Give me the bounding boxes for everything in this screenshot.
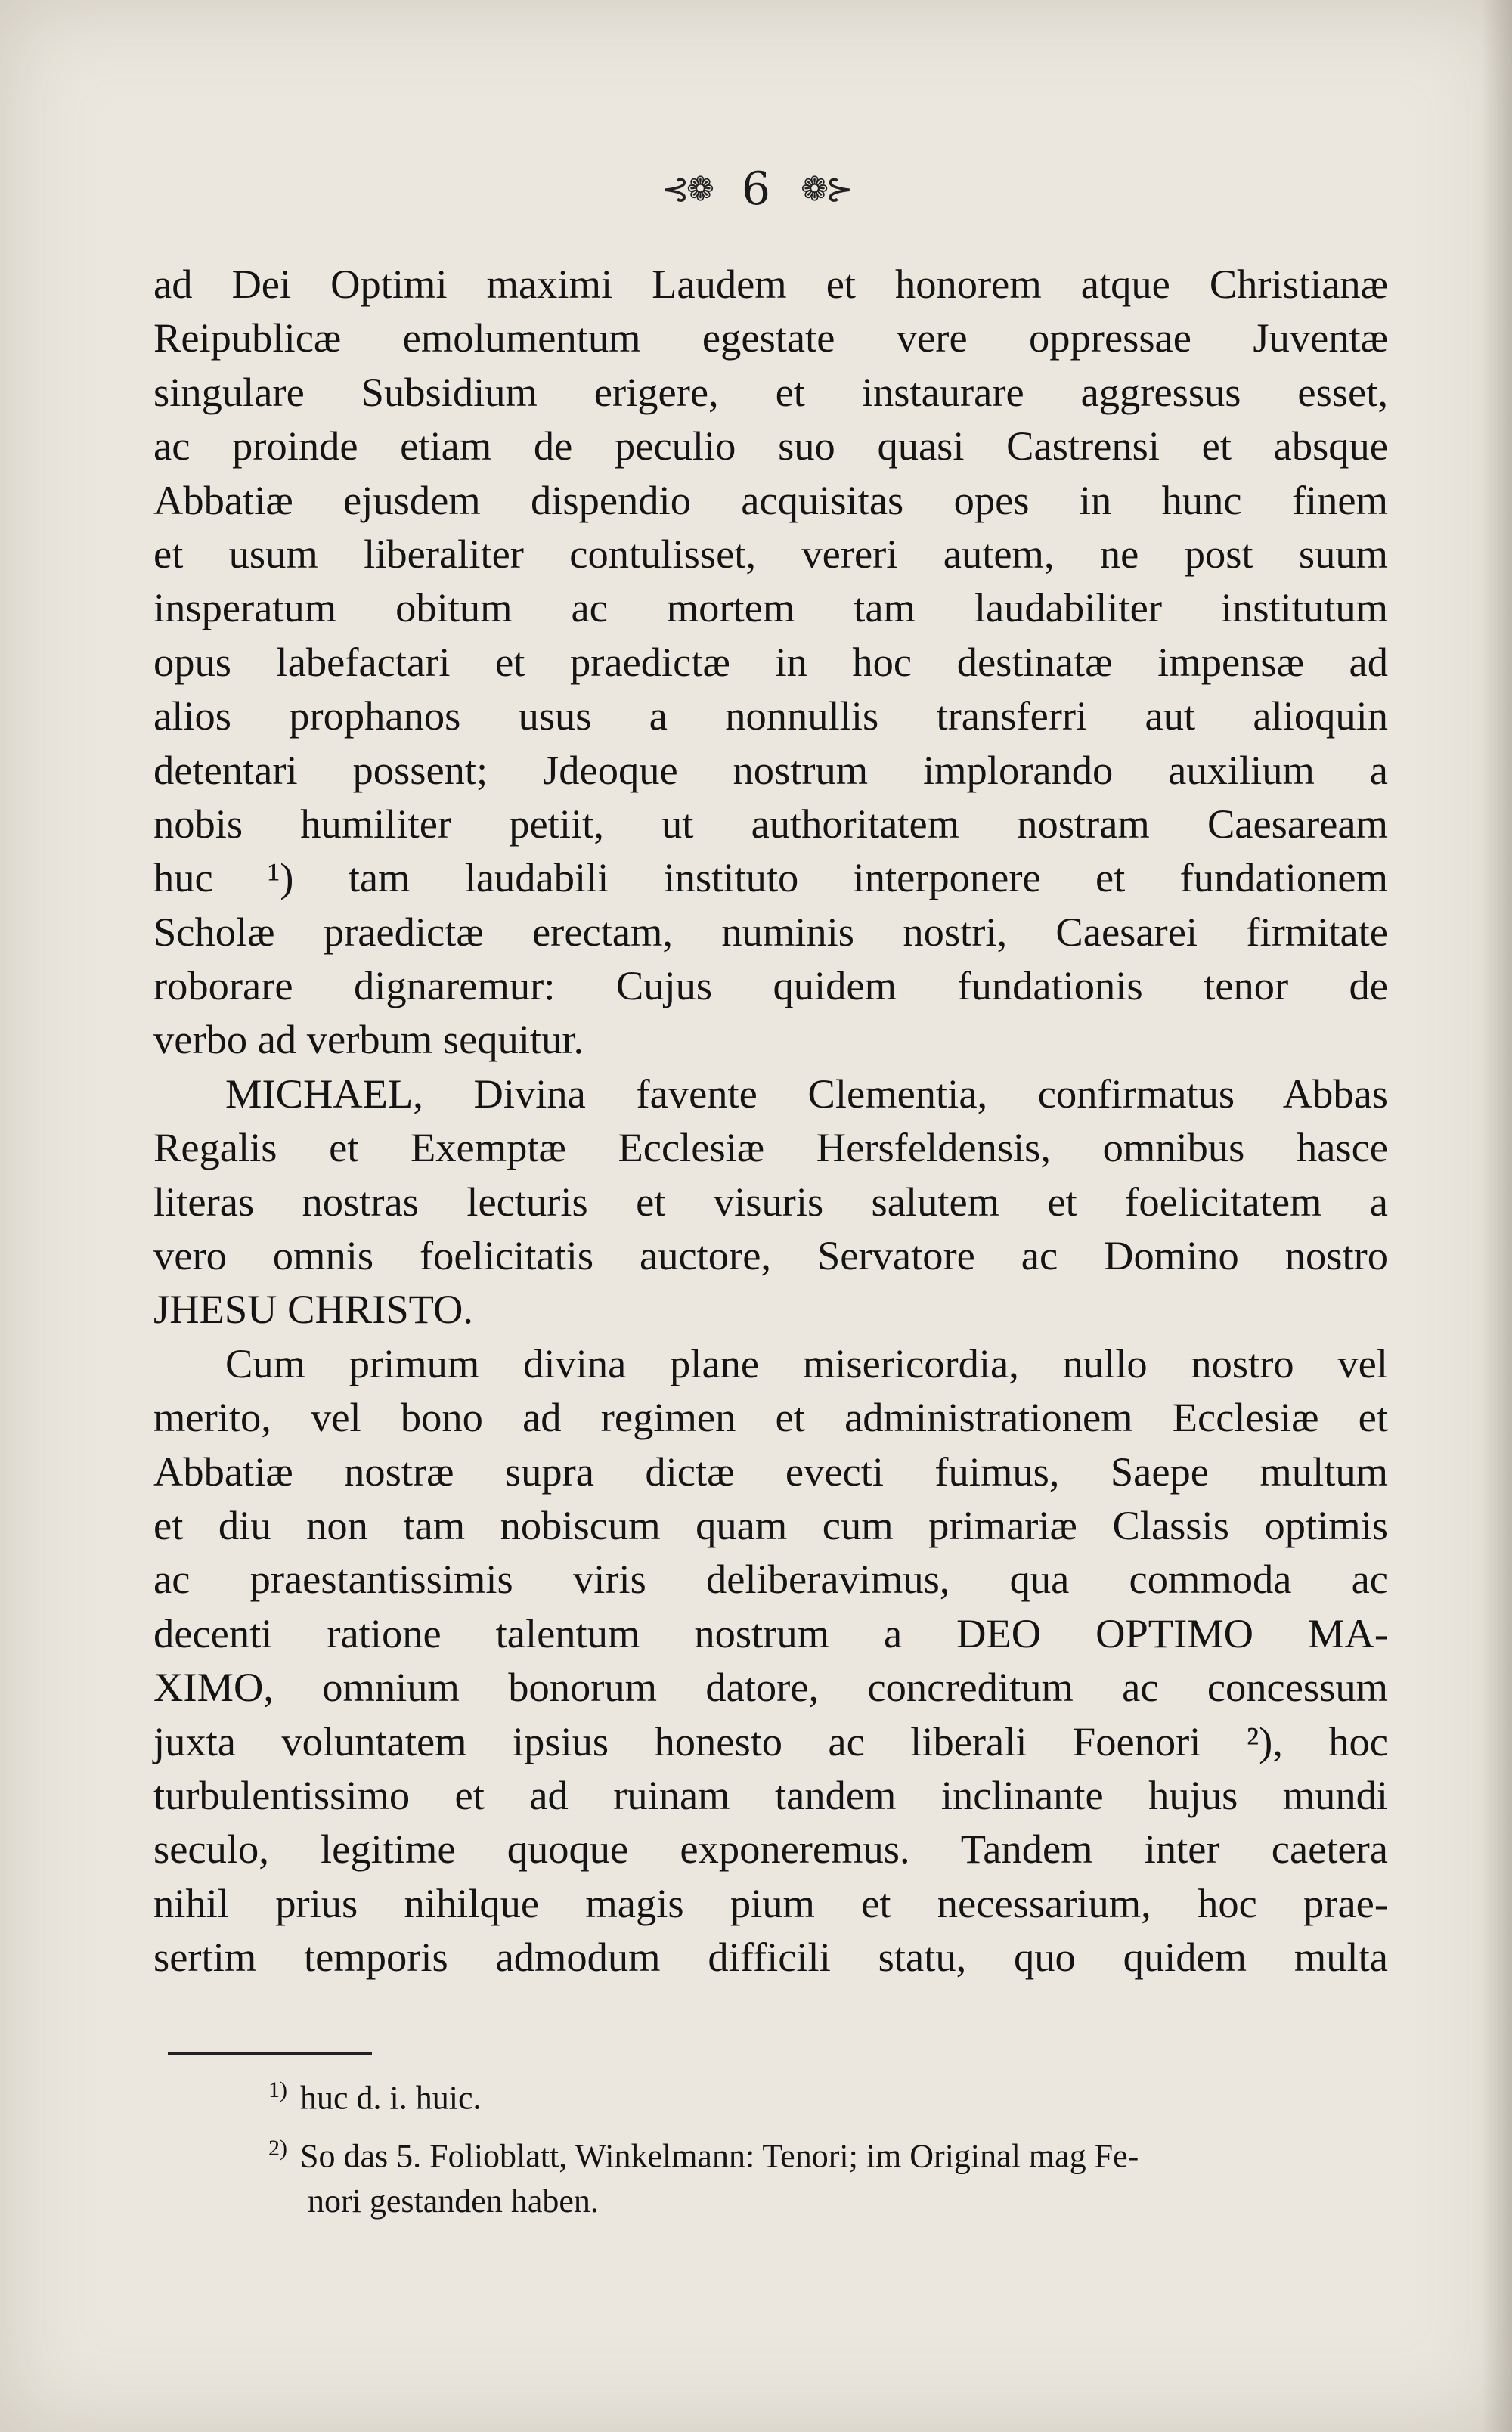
footnote-mark: 1) (268, 2077, 287, 2102)
text-line: singulare Subsidium erigere, et instaurare aggressus esset, (153, 368, 1388, 415)
text-line: literas nostras lecturis et visuris salutem et foelicitatem a (153, 1178, 1388, 1225)
text-line: XIMO, omnium bonorum datore, concreditum ac concessum (153, 1664, 1388, 1711)
ornament-right-icon: ❁⊱ (801, 169, 850, 209)
footnote-continuation: nori gestanden haben. (308, 2183, 599, 2220)
text-line: Abbatiæ nostræ supra dictæ evecti fuimus, Saepe multum (153, 1448, 1388, 1495)
page-edge-shadow (1482, 0, 1512, 2432)
text-line: ac praestantissimis viris deliberavimus, qua commoda ac (153, 1556, 1388, 1603)
text-line: nihil prius nihilque magis pium et necessarium, hoc prae- (153, 1879, 1388, 1926)
text-line: Scholæ praedictæ erectam, numinis nostri, Caesarei firmitate (153, 908, 1388, 955)
text-line: MICHAEL, Divina favente Clementia, confirmatus Abbas (225, 1070, 1388, 1117)
footnotes (268, 2068, 1387, 2229)
text-line: JHESU CHRISTO. (153, 1286, 473, 1333)
footnote-1 (268, 2068, 1387, 2121)
text-line: alios prophanos usus a nonnullis transferri aut alioquin (153, 692, 1388, 739)
footnote-text: huc d. i. huic. (300, 2079, 482, 2117)
text-line: opus labefactari et praedictæ in hoc destinatæ impensæ ad (153, 638, 1388, 685)
text-line: insperatum obitum ac mortem tam laudabiliter institutum (153, 584, 1388, 631)
footnote-2 (268, 2126, 1387, 2225)
text-line: Abbatiæ ejusdem dispendio acquisitas opes in hunc finem (153, 476, 1388, 523)
text-line: Cum primum divina plane misericordia, nullo nostro vel (225, 1340, 1388, 1386)
footnote-divider (168, 2052, 372, 2055)
text-line: turbulentissimo et ad ruinam tandem inclinante hujus mundi (153, 1771, 1388, 1818)
text-line: huc ¹) tam laudabili instituto interponere et fundationem (153, 854, 1388, 901)
text-line: detentari possent; Jdeoque nostrum implorando auxilium a (153, 746, 1388, 793)
text-line: ac proinde etiam de peculio suo quasi Castrensi et absque (153, 423, 1388, 469)
footnote-text: So das 5. Folioblatt, Winkelmann: Tenori; im Original mag Fe- (300, 2137, 1139, 2175)
text-line: et diu non tam nobiscum quam cum primariæ Classis optimis (153, 1501, 1388, 1548)
text-line: verbo ad verbum sequitur. (153, 1016, 584, 1063)
text-line: et usum liberaliter contulisset, vereri autem, ne post suum (153, 530, 1388, 577)
body-text (153, 257, 1388, 1984)
ornament-left-icon: ⊰❁ (662, 169, 711, 209)
text-line: sertim temporis admodum difficili statu, quo quidem multa (153, 1934, 1388, 1981)
text-line: Regalis et Exemptæ Ecclesiæ Hersfeldensis, omnibus hasce (153, 1124, 1388, 1171)
page-header (0, 155, 1512, 223)
text-line: decenti ratione talentum nostrum a DEO OPTIMO MA- (153, 1609, 1388, 1656)
text-line: merito, vel bono ad regimen et administrationem Ecclesiæ et (153, 1394, 1388, 1441)
footnote-mark: 2) (268, 2135, 287, 2161)
text-line: seculo, legitime quoque exponeremus. Tandem inter caetera (153, 1826, 1388, 1873)
text-line: nobis humiliter petiit, ut authoritatem nostram Caesaream (153, 800, 1388, 847)
text-line: vero omnis foelicitatis auctore, Servatore ac Domino nostro (153, 1232, 1388, 1279)
text-line: Reipublicæ emolumentum egestate vere oppressae Juventæ (153, 314, 1388, 361)
page-number: 6 (741, 163, 771, 215)
text-line: roborare dignaremur: Cujus quidem fundationis tenor de (153, 962, 1388, 1009)
text-line: juxta voluntatem ipsius honesto ac liberali Foenori ²), hoc (153, 1718, 1388, 1764)
text-line: ad Dei Optimi maximi Laudem et honorem atque Christianæ (153, 261, 1388, 307)
